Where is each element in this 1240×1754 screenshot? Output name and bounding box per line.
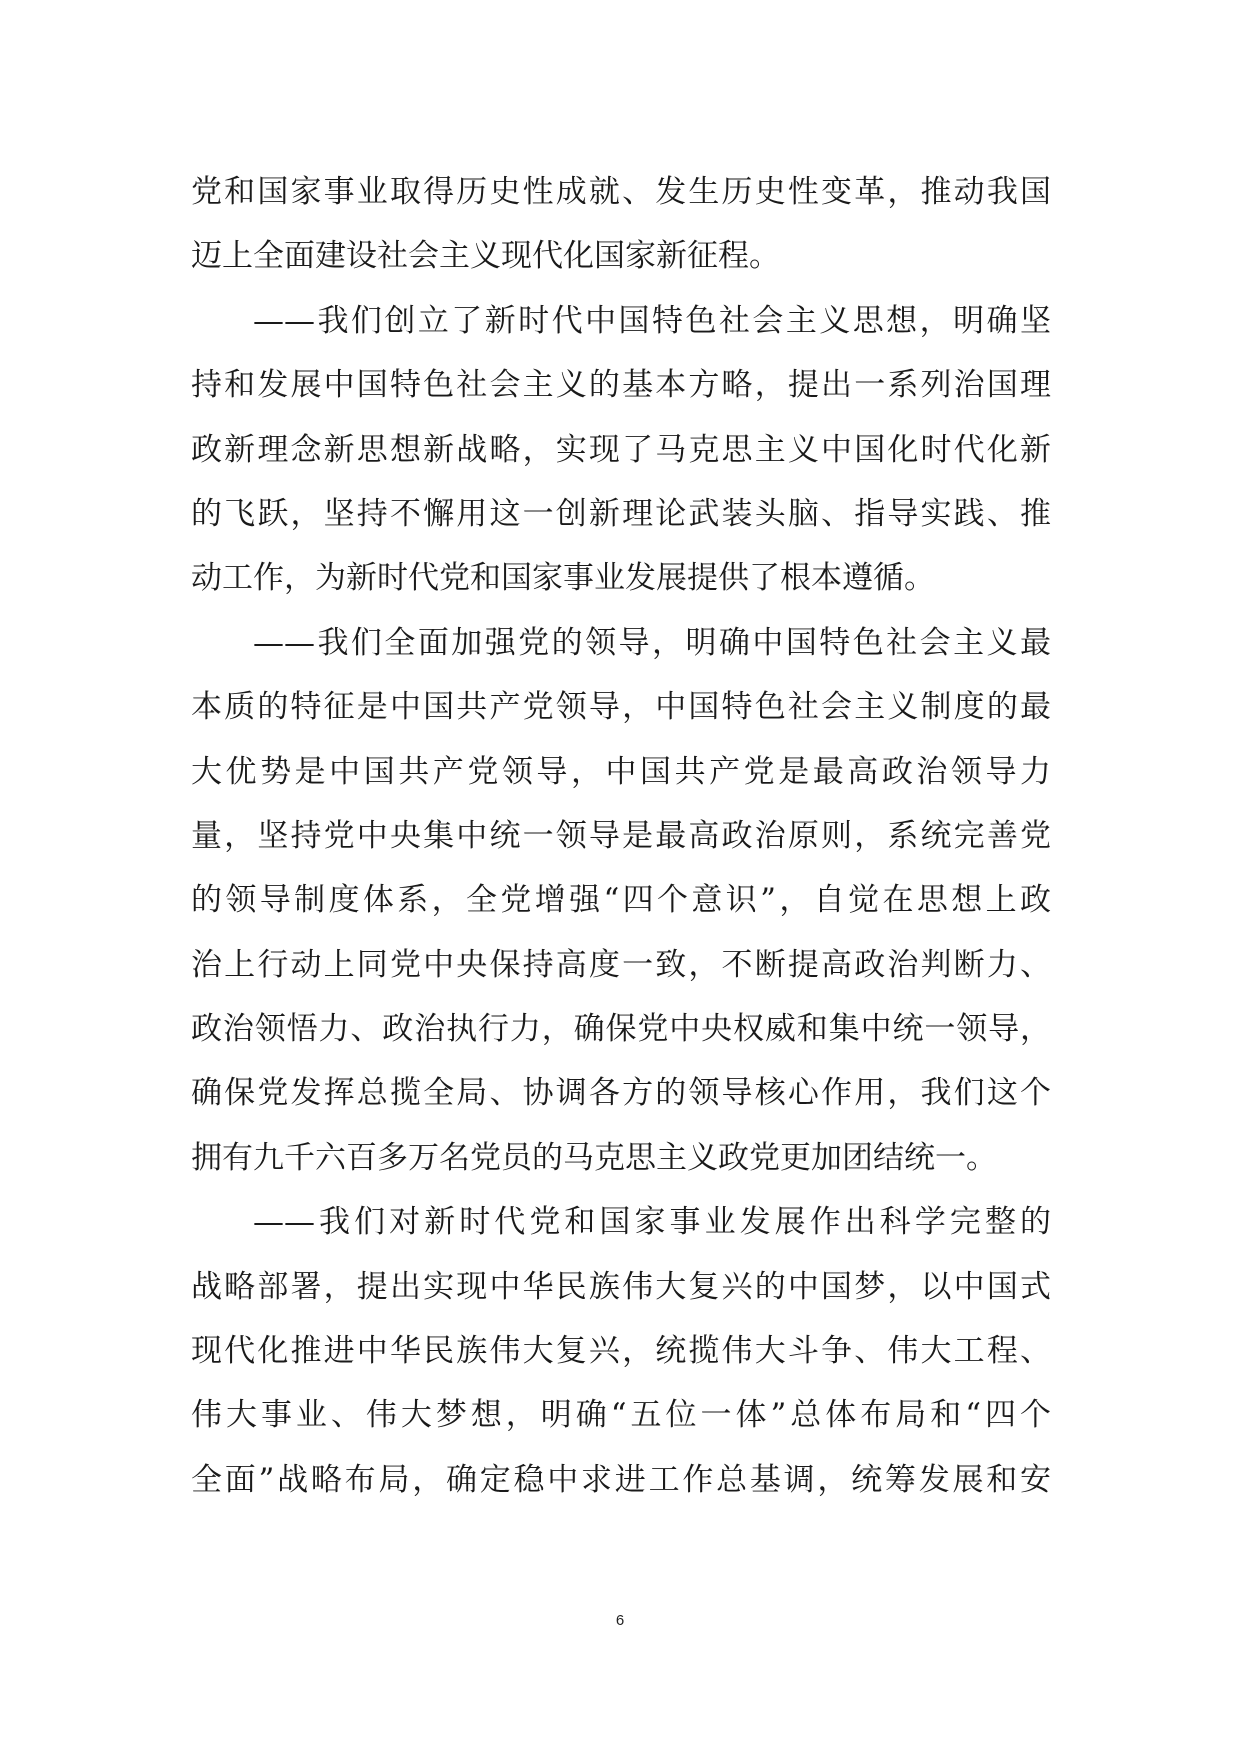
text-line: 动工作，为新时代党和国家事业发展提供了根本遵循。 — [191, 560, 935, 597]
text-line: ——我们对新时代党和国家事业发展作出科学完整的 — [253, 1204, 1051, 1241]
text-line: 确保党发挥总揽全局、协调各方的领导核心作用，我们这个 — [191, 1075, 1051, 1112]
text-line: 本质的特征是中国共产党领导，中国特色社会主义制度的最 — [191, 689, 1051, 726]
text-line: 的领导制度体系，全党增强“四个意识”，自觉在思想上政 — [191, 882, 1051, 919]
text-line: 战略部署，提出实现中华民族伟大复兴的中国梦，以中国式 — [191, 1268, 1051, 1305]
text-line: 拥有九千六百多万名党员的马克思主义政党更加团结统一。 — [191, 1139, 997, 1176]
text-line: ——我们全面加强党的领导，明确中国特色社会主义最 — [253, 624, 1051, 661]
text-line: ——我们创立了新时代中国特色社会主义思想，明确坚 — [253, 302, 1051, 339]
text-line: 现代化推进中华民族伟大复兴，统揽伟大斗争、伟大工程、 — [191, 1333, 1051, 1370]
text-line: 持和发展中国特色社会主义的基本方略，提出一系列治国理 — [191, 367, 1051, 404]
body-text — [191, 160, 1051, 1512]
text-line: 政治领悟力、政治执行力，确保党中央权威和集中统一领导， — [191, 1011, 1051, 1048]
text-line: 政新理念新思想新战略，实现了马克思主义中国化时代化新 — [191, 431, 1051, 468]
text-line: 伟大事业、伟大梦想，明确“五位一体”总体布局和“四个 — [191, 1397, 1051, 1434]
text-line: 量，坚持党中央集中统一领导是最高政治原则，系统完善党 — [191, 817, 1051, 854]
text-line: 的飞跃，坚持不懈用这一创新理论武装头脑、指导实践、推 — [191, 495, 1051, 532]
text-line: 全面”战略布局，确定稳中求进工作总基调，统筹发展和安 — [191, 1461, 1051, 1498]
text-line: 治上行动上同党中央保持高度一致，不断提高政治判断力、 — [191, 946, 1051, 983]
page-number: 6 — [615, 1612, 625, 1629]
text-line: 迈上全面建设社会主义现代化国家新征程。 — [191, 238, 780, 275]
text-line: 党和国家事业取得历史性成就、发生历史性变革，推动我国 — [191, 174, 1051, 210]
text-line: 大优势是中国共产党领导，中国共产党是最高政治领导力 — [191, 753, 1051, 790]
